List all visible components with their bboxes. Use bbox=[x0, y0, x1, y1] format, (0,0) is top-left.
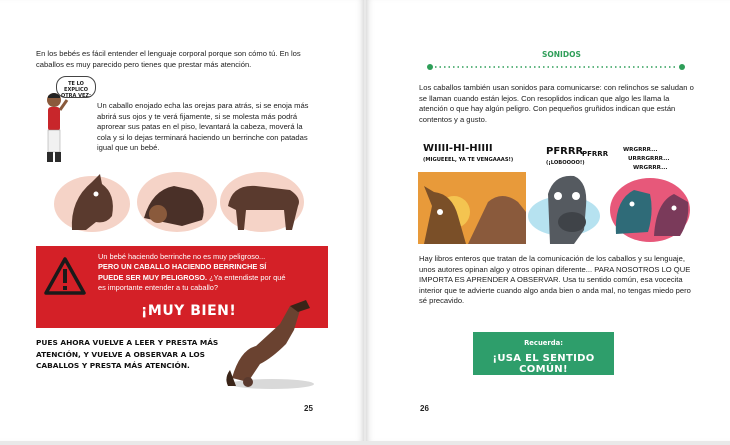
page-right bbox=[366, 0, 730, 441]
snorting-horse-illustration bbox=[526, 168, 606, 244]
speech-bubble: TE LO EXPLICO OTRA VEZ: bbox=[56, 76, 96, 98]
warning-text bbox=[98, 252, 288, 294]
recuerda-box bbox=[473, 332, 614, 375]
grunt-text-2: URRRGRRR... bbox=[628, 156, 670, 162]
final-instruction: PUES AHORA VUELVE A LEER Y PRESTA MÁS ATENCIÓN, Y VUELVE A OBSERVAR A LOS CABALLOS Y PRESTA MÁS ATENCIÓN. bbox=[36, 338, 219, 371]
neighing-horse-illustration bbox=[418, 172, 526, 244]
neigh-text: WIIII-HI-HIIII bbox=[423, 143, 493, 154]
grunt-text-1: WRGRRR... bbox=[623, 147, 658, 153]
neigh-subtext: (MIGUEEEL, YA TE VENGAAAS!) bbox=[423, 157, 514, 163]
snort-text-1: PFRRR bbox=[546, 146, 584, 157]
angry-horse-paragraph: Un caballo enojado echa las orejas para atrás, si se enoja más abrirá sus ojos y te verá fijamente, si se molesta más podrá aprorear sus patas en el piso, levantará la cabeza, moverá la cola y si lo dejas terminará haciendo un berrinche con patadas igual que un bebé. bbox=[97, 101, 309, 153]
recuerda-label: Recuerda: bbox=[524, 339, 563, 347]
snort-text-2: PFRRR bbox=[582, 150, 609, 158]
warning-question: ¿Ya entendiste por qué es importante entender a tu caballo? bbox=[98, 272, 286, 293]
intro-paragraph: En los bebés es fácil entender el lenguaje corporal porque son cómo tú. En los caballos es muy parecido pero tienes que prestar más atención. bbox=[36, 49, 301, 69]
grunt-text-3: WRGRRR... bbox=[633, 165, 668, 171]
horse-illustrations bbox=[52, 170, 314, 234]
page-number-left: 25 bbox=[304, 404, 313, 413]
grunting-horses-illustration bbox=[610, 172, 694, 244]
cowboy-illustration bbox=[40, 90, 70, 170]
page-number-right: 26 bbox=[420, 404, 429, 413]
dotted-divider bbox=[426, 62, 686, 72]
snort-subtext: (¡LOBOOOO!) bbox=[546, 160, 585, 166]
bravo-text: ¡MUY BIEN! bbox=[141, 303, 237, 319]
recuerda-text: ¡USA EL SENTIDO COMÚN! bbox=[492, 353, 595, 375]
books-paragraph: Hay libros enteros que tratan de la comunicación de los caballos y su lenguaje, unos autores opinan algo y otros opinan diferente... PARA NOSOTROS LO QUE IMPORTA ES APRENDER A OBSERVAR. Usa tu sentido común, esa vocecita interior que te advierte cuando algo anda bien o anda mal, no tengas miedo pero sé precavido. bbox=[419, 254, 691, 306]
section-title: SONIDOS bbox=[542, 50, 581, 59]
warning-triangle-icon bbox=[44, 257, 86, 295]
sounds-paragraph: Los caballos también usan sonidos para comunicarse: con relinchos se saludan o se llaman cuando están lejos. Con resoplidos indican que algo les llama la atención o que hay algún peligro. Con pequeños gruñidos indican que están contentos y a gusto. bbox=[419, 83, 694, 124]
page-left bbox=[0, 0, 364, 441]
warning-line1: Un bebé haciendo berrinche no es muy peligroso... bbox=[98, 252, 266, 261]
warning-caps: PERO UN CABALLO HACIENDO BERRINCHE SÍ PUEDE SER MUY PELIGROSO. bbox=[98, 262, 267, 282]
